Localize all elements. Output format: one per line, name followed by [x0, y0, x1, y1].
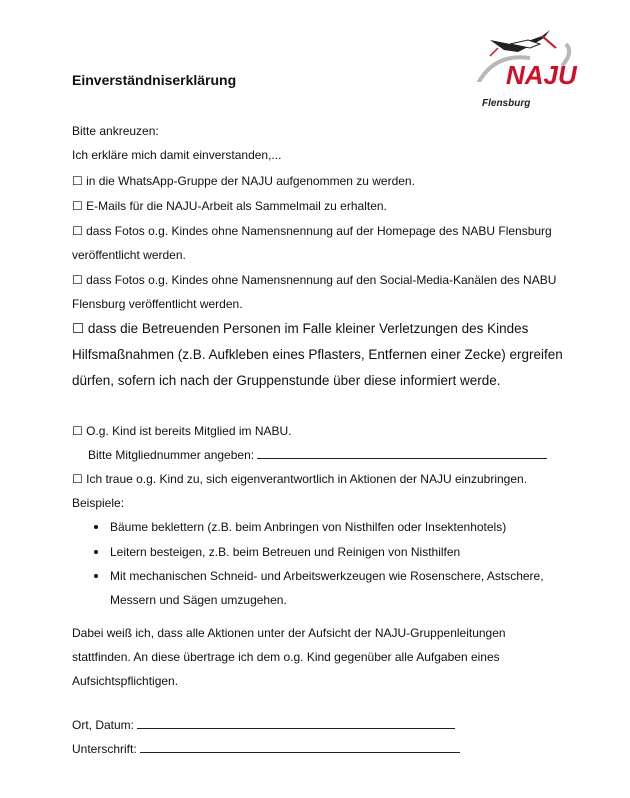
closing-text: stattfinden. An diese übertrage ich dem o.g. Kind gegenüber alle Aufgaben eines	[72, 650, 500, 664]
checkbox-icon[interactable]: ☐	[72, 273, 83, 287]
logo-subtitle: Flensburg	[482, 98, 531, 109]
instruction-text: Bitte ankreuzen:	[72, 124, 159, 138]
checkbox-icon[interactable]: ☐	[72, 424, 83, 438]
place-date-row	[72, 717, 455, 733]
checkbox-item-whatsapp[interactable]	[72, 173, 415, 189]
checkbox-icon[interactable]: ☐	[72, 224, 83, 238]
member-number-field[interactable]	[257, 447, 547, 459]
place-date-field[interactable]	[137, 717, 455, 729]
closing-text: Aufsichtspflichtigen.	[72, 674, 179, 688]
checkbox-label: dass Fotos o.g. Kindes ohne Namensnennung auf der Homepage des NABU Flensburg	[86, 224, 552, 238]
member-number-label: Bitte Mitgliednummer angeben:	[88, 448, 255, 462]
checkbox-icon[interactable]: ☐	[72, 174, 83, 188]
closing-text: Dabei weiß ich, dass alle Aktionen unter der Aufsicht der NAJU-Gruppenleitungen	[72, 626, 506, 640]
list-item: Bäume beklettern (z.B. beim Anbringen von Nisthilfen oder Insektenhotels)	[110, 520, 507, 534]
checkbox-label-continued: Hilfsmaßnahmen (z.B. Aufkleben eines Pflasters, Entfernen einer Zecke) ergreifen	[72, 347, 563, 362]
checkbox-label-continued: dürfen, sofern ich nach der Gruppenstunde über diese informiert werde.	[72, 373, 501, 388]
checkbox-icon[interactable]: ☐	[72, 321, 85, 336]
checkbox-label: dass Fotos o.g. Kindes ohne Namensnennung auf den Social-Media-Kanälen des NABU	[86, 273, 557, 287]
examples-label: Beispiele:	[72, 496, 125, 510]
checkbox-item-homepage-photos[interactable]	[72, 223, 552, 239]
checkbox-label: E-Mails für die NAJU-Arbeit als Sammelmail zu erhalten.	[86, 199, 387, 213]
checkbox-label-continued: veröffentlicht werden.	[72, 248, 186, 262]
checkbox-item-social-photos[interactable]	[72, 272, 556, 288]
signature-label: Unterschrift:	[72, 742, 137, 756]
bullet-icon	[94, 574, 98, 578]
signature-row	[72, 741, 460, 757]
checkbox-label: in die WhatsApp-Gruppe der NAJU aufgenommen zu werden.	[86, 174, 415, 188]
checkbox-label: Ich traue o.g. Kind zu, sich eigenverantwortlich in Aktionen der NAJU einzubringen.	[86, 472, 528, 486]
naju-logo	[470, 22, 580, 117]
place-date-label: Ort, Datum:	[72, 718, 135, 732]
page-title: Einverständniserklärung	[72, 72, 237, 88]
checkbox-label: dass die Betreuenden Personen im Falle kleiner Verletzungen des Kindes	[87, 321, 529, 336]
member-number-row	[88, 447, 547, 463]
list-item: Leitern besteigen, z.B. beim Betreuen und Reinigen von Nisthilfen	[110, 545, 461, 559]
list-item-continued: Messern und Sägen umzugehen.	[110, 593, 287, 607]
logo-wordmark: NAJU	[506, 60, 577, 90]
statement-text: Ich erkläre mich damit einverstanden,...	[72, 148, 282, 162]
checkbox-item-trust[interactable]	[72, 471, 527, 487]
checkbox-label-continued: Flensburg veröffentlicht werden.	[72, 297, 243, 311]
list-item: Mit mechanischen Schneid- und Arbeitswerkzeugen wie Rosenschere, Astschere,	[110, 569, 544, 583]
checkbox-icon[interactable]: ☐	[72, 199, 83, 213]
checkbox-item-emails[interactable]	[72, 198, 387, 214]
bullet-icon	[94, 550, 98, 554]
checkbox-icon[interactable]: ☐	[72, 472, 83, 486]
checkbox-label: O.g. Kind ist bereits Mitglied im NABU.	[86, 424, 292, 438]
bullet-icon	[94, 525, 98, 529]
signature-field[interactable]	[140, 741, 460, 753]
checkbox-item-first-aid[interactable]	[72, 320, 528, 338]
checkbox-item-member[interactable]	[72, 423, 292, 439]
